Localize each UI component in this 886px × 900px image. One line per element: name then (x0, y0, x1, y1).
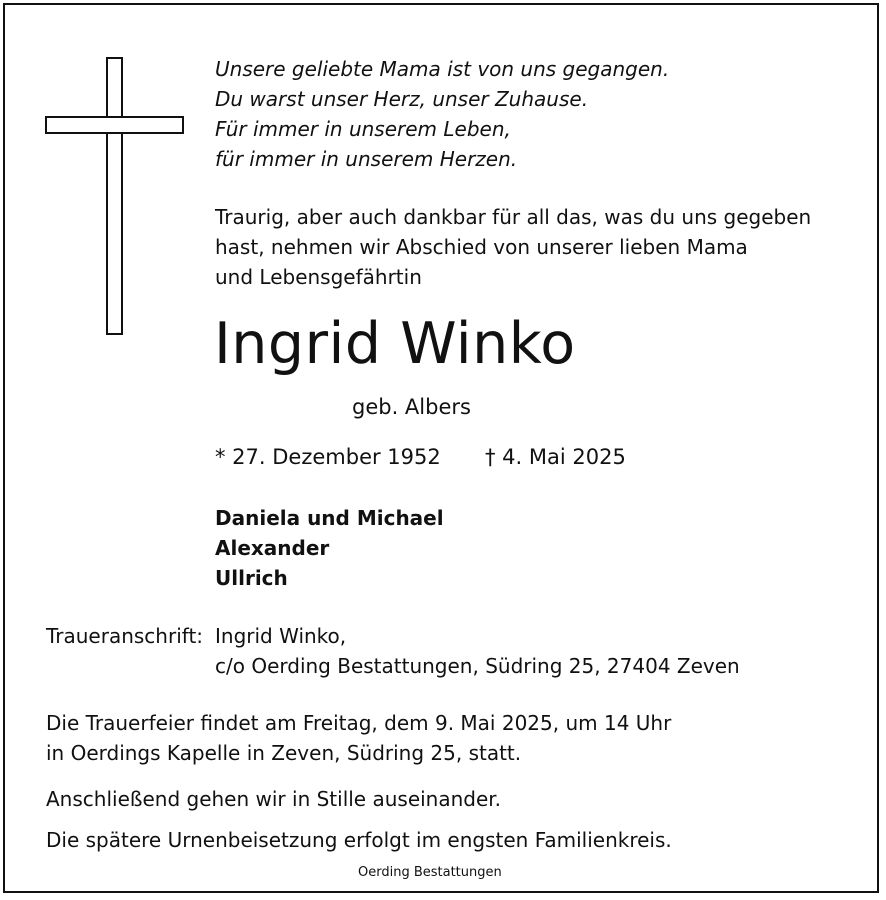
ceremony-line: Die Trauerfeier findet am Freitag, dem 9. Mai 2025, um 14 Uhr (46, 711, 672, 735)
birth-date: * 27. Dezember 1952 (215, 445, 441, 469)
intro-line: Traurig, aber auch dankbar für all das, was du uns gegeben (215, 205, 812, 229)
funeral-home-credit: Oerding Bestattungen (358, 865, 502, 880)
poem-line: Unsere geliebte Mama ist von uns gegangen. (215, 57, 670, 81)
after-ceremony-text: Anschließend gehen wir in Stille auseinander. (46, 787, 502, 811)
address-line: Ingrid Winko, (215, 624, 347, 648)
address-line: c/o Oerding Bestattungen, Südring 25, 27404 Zeven (215, 654, 740, 678)
mourner-name: Ullrich (215, 566, 288, 590)
poem-line: Du warst unser Herz, unser Zuhause. (215, 87, 589, 111)
intro-line: und Lebensgefährtin (215, 265, 422, 289)
mourner-name: Alexander (215, 536, 330, 560)
burial-text: Die spätere Urnenbeisetzung erfolgt im engsten Familienkreis. (46, 828, 672, 852)
death-date: † 4. Mai 2025 (485, 445, 626, 469)
ceremony-line: in Oerdings Kapelle in Zeven, Südring 25, statt. (46, 741, 522, 765)
poem-line: für immer in unserem Herzen. (215, 147, 518, 171)
intro-line: hast, nehmen wir Abschied von unserer lieben Mama (215, 235, 748, 259)
deceased-name: Ingrid Winko (214, 311, 576, 377)
mourner-name: Daniela und Michael (215, 506, 444, 530)
address-label: Traueranschrift: (46, 624, 204, 648)
maiden-name: geb. Albers (352, 395, 471, 419)
poem-line: Für immer in unserem Leben, (215, 117, 511, 141)
